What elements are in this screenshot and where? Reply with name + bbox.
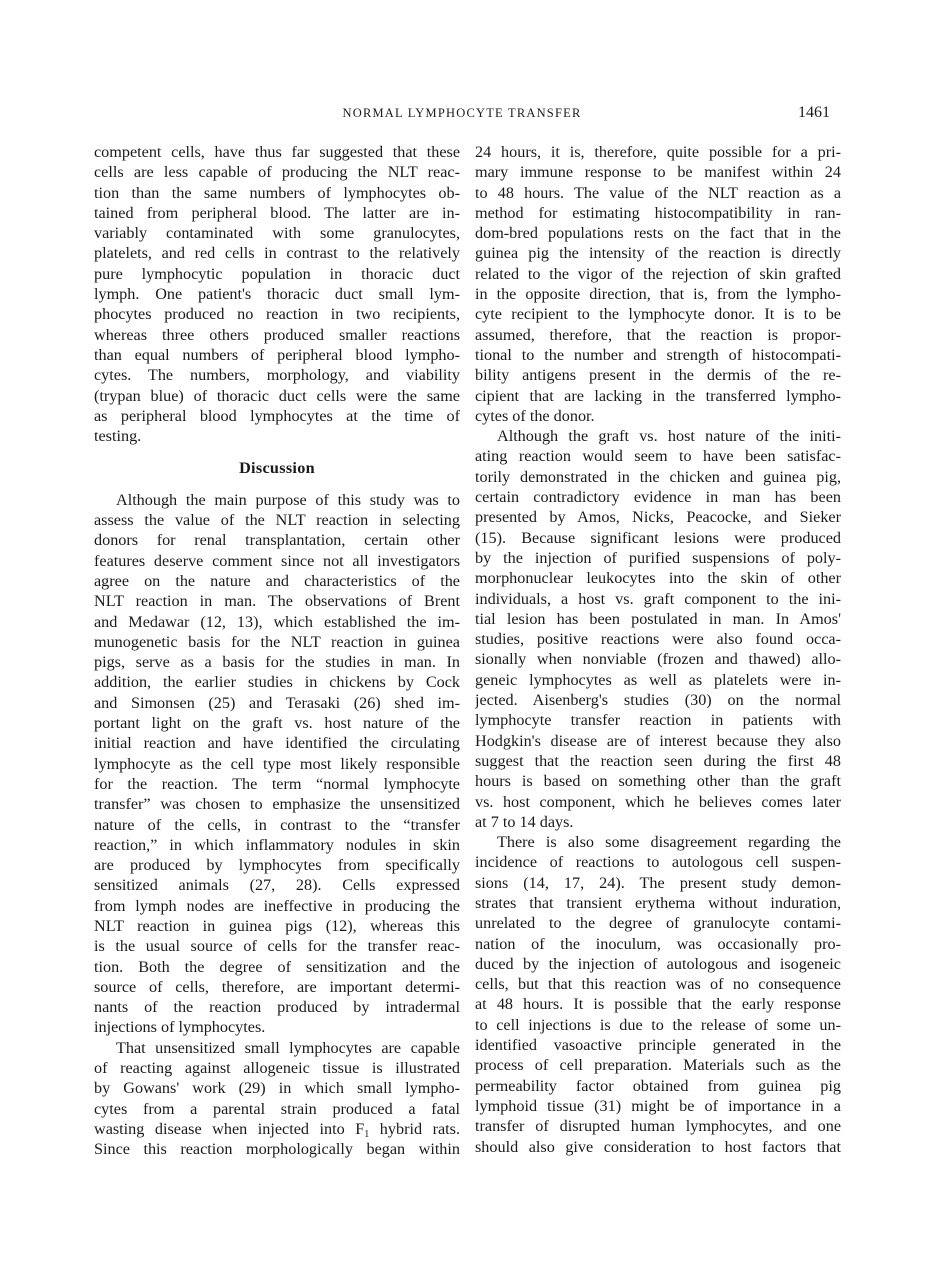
text-line: ating reaction would seem to have been satisfac- bbox=[475, 447, 841, 466]
paragraph-continued bbox=[475, 142, 841, 426]
text-line: guinea pig the intensity of the reaction is directly bbox=[475, 244, 841, 263]
text-line: That unsensitized small lymphocytes are capable bbox=[116, 1038, 460, 1057]
running-head bbox=[94, 104, 830, 124]
text-line: NLT reaction in man. The observations of Brent bbox=[94, 592, 460, 611]
text-line: cytes from a parental strain produced a fatal bbox=[94, 1099, 460, 1118]
text-line: identified vasoactive principle generated in the bbox=[475, 1036, 841, 1055]
text-line: are produced by lymphocytes from specifically bbox=[94, 856, 460, 875]
running-title: NORMAL LYMPHOCYTE TRANSFER bbox=[342, 106, 582, 120]
text-line: pure lymphocytic population in thoracic duct bbox=[94, 264, 460, 283]
text-line: lymph. One patient's thoracic duct small lym- bbox=[94, 285, 460, 304]
text-line: by Gowans' work (29) in which small lympho- bbox=[94, 1079, 460, 1098]
subscript: 1 bbox=[364, 1128, 370, 1140]
text-line: method for estimating histocompatibility in ran- bbox=[475, 203, 841, 222]
text-line: initial reaction and have identified the circulating bbox=[94, 734, 460, 753]
text-line: strates that transient erythema without induration, bbox=[475, 893, 841, 912]
text-line: NLT reaction in guinea pigs (12), whereas this bbox=[94, 916, 460, 935]
text-line: phocytes produced no reaction in two recipients, bbox=[94, 305, 460, 324]
text-line: at 7 to 14 days. bbox=[475, 812, 574, 831]
text-line: presented by Amos, Nicks, Peacocke, and Sieker bbox=[475, 508, 841, 527]
text-line: variably contaminated with some granulocytes, bbox=[94, 224, 460, 243]
text-line: nation of the inoculum, was occasionally pro- bbox=[475, 934, 841, 953]
paragraph-discussion-1 bbox=[94, 490, 460, 1038]
text-line: tional to the number and strength of histocompati- bbox=[475, 345, 841, 364]
text-line: reaction,” in which inflammatory nodules in skin bbox=[94, 835, 460, 854]
text-line: should also give consideration to host factors that bbox=[475, 1137, 841, 1156]
text-line: dom-bred populations rests on the fact that in the bbox=[475, 224, 841, 243]
text-line: to 48 hours. The value of the NLT reaction as a bbox=[475, 183, 841, 202]
text-line: geneic lymphocytes as well as platelets were in- bbox=[475, 670, 841, 689]
text-line: competent cells, have thus far suggested that these bbox=[94, 143, 460, 161]
text-line: lymphoid tissue (31) might be of importance in a bbox=[475, 1096, 841, 1115]
text-line: assess the value of the NLT reaction in selecting bbox=[94, 511, 460, 530]
right-column bbox=[475, 142, 841, 1157]
text-line: agree on the nature and characteristics of the bbox=[94, 571, 460, 590]
text-line: assumed, therefore, that the reaction is propor- bbox=[475, 325, 841, 344]
text-line: lymphocyte transfer reaction in patients with bbox=[475, 711, 841, 730]
text-line: (trypan blue) of thoracic duct cells were the same bbox=[94, 386, 460, 405]
text-line: bility antigens present in the dermis of the re- bbox=[475, 366, 841, 385]
text-line: nature of the cells, in contrast to the “transfer bbox=[94, 815, 460, 834]
text-line: Hodgkin's disease are of interest because they also bbox=[475, 731, 841, 750]
text-line: transfer” was chosen to emphasize the unsensitized bbox=[94, 795, 460, 814]
text-line: pigs, serve as a basis for the studies in man. In bbox=[94, 653, 460, 672]
text-line: process of cell preparation. Materials such as the bbox=[475, 1056, 841, 1075]
paragraph-continued bbox=[94, 142, 460, 446]
text-line: sensitized animals (27, 28). Cells expressed bbox=[94, 876, 460, 895]
text-line: tion than the same numbers of lymphocytes ob- bbox=[94, 183, 460, 202]
text-line: jected. Aisenberg's studies (30) on the normal bbox=[475, 691, 841, 710]
text-line: source of cells, therefore, are important determi- bbox=[94, 977, 460, 996]
text-line: hours is based on something other than the graft bbox=[475, 772, 841, 791]
text-line: by the injection of purified suspensions of poly- bbox=[475, 548, 841, 567]
text-line: duced by the injection of autologous and isogeneic bbox=[475, 954, 841, 973]
text-line: tial lesion has been postulated in man. In Amos' bbox=[475, 609, 841, 628]
text-line: platelets, and red cells in contrast to the relatively bbox=[94, 244, 460, 263]
text-line: transfer of disrupted human lymphocytes, and one bbox=[475, 1117, 841, 1136]
text-line: tained from peripheral blood. The latter are in- bbox=[94, 203, 460, 222]
text-line: and Medawar (12, 13), which established the im- bbox=[94, 612, 460, 631]
text-line: incidence of reactions to autologous cell suspen- bbox=[475, 853, 841, 872]
text-fragment: hybrid rats. bbox=[369, 1119, 460, 1138]
text-line: donors for renal transplantation, certain other bbox=[94, 531, 460, 550]
text-line: from lymph nodes are ineffective in producing the bbox=[94, 896, 460, 915]
text-line: cells, but that this reaction was of no consequence bbox=[475, 975, 841, 994]
text-line: morphonuclear leukocytes into the skin of other bbox=[475, 569, 841, 588]
page-number: 1461 bbox=[798, 104, 830, 121]
text-line: torily demonstrated in the chicken and guinea pig, bbox=[475, 467, 841, 486]
text-line: sionally when nonviable (frozen and thawed) allo- bbox=[475, 650, 841, 669]
text-line: injections of lymphocytes. bbox=[94, 1018, 266, 1037]
text-line: sions (14, 17, 24). The present study demon- bbox=[475, 873, 841, 892]
text-line: and Simonsen (25) and Terasaki (26) shed im- bbox=[94, 693, 460, 712]
text-line: is the usual source of cells for the transfer reac- bbox=[94, 937, 460, 956]
text-line: lymphocyte as the cell type most likely responsible bbox=[94, 754, 460, 773]
text-line: vs. host component, which he believes comes later bbox=[475, 792, 841, 811]
text-line: There is also some disagreement regarding the bbox=[497, 833, 841, 852]
text-line: addition, the earlier studies in chickens by Cock bbox=[94, 673, 460, 692]
text-line: munogenetic basis for the NLT reaction in guinea bbox=[94, 632, 460, 651]
text-line: tion. Both the degree of sensitization and the bbox=[94, 957, 460, 976]
text-line: for the reaction. The term “normal lymphocyte bbox=[94, 774, 460, 793]
text-line: features deserve comment since not all investigators bbox=[94, 551, 460, 570]
text-line: studies, positive reactions were also found occa- bbox=[475, 630, 841, 649]
text-line: in the opposite direction, that is, from the lympho- bbox=[475, 285, 841, 304]
text-line-subscript bbox=[94, 1119, 460, 1139]
text-line: nants of the reaction produced by intradermal bbox=[94, 998, 460, 1017]
paragraph-graft-vs-host bbox=[475, 426, 841, 832]
text-line: at 48 hours. It is possible that the early response bbox=[475, 995, 841, 1014]
text-line: of reacting against allogeneic tissue is illustrated bbox=[94, 1059, 460, 1078]
section-heading-discussion: Discussion bbox=[239, 459, 315, 478]
text-line: (15). Because significant lesions were produced bbox=[475, 528, 841, 547]
text-line: cells are less capable of producing the NLT reac- bbox=[94, 163, 460, 182]
text-line: to cell injections is due to the release of some un- bbox=[475, 1015, 841, 1034]
text-line: Since this reaction morphologically began within bbox=[94, 1140, 460, 1159]
text-line: cytes. The numbers, morphology, and viability bbox=[94, 366, 460, 385]
text-line: than equal numbers of peripheral blood lympho- bbox=[94, 345, 460, 364]
text-line: Although the main purpose of this study was to bbox=[116, 490, 460, 509]
text-line: suggest that the reaction seen during the first 48 bbox=[475, 751, 841, 770]
text-line: unrelated to the degree of granulocyte contami- bbox=[475, 914, 841, 933]
text-line: related to the vigor of the rejection of skin grafted bbox=[475, 264, 841, 283]
text-line: as peripheral blood lymphocytes at the time of bbox=[94, 406, 460, 425]
text-line: mary immune response to be manifest within 24 bbox=[475, 163, 841, 182]
text-line: cyte recipient to the lymphocyte donor. It is to be bbox=[475, 305, 841, 324]
text-fragment: wasting disease when injected into F bbox=[94, 1119, 365, 1138]
text-line: testing. bbox=[94, 427, 142, 446]
text-line: certain contradictory evidence in man has been bbox=[475, 488, 841, 507]
paragraph-autologous bbox=[475, 832, 841, 1157]
text-line: whereas three others produced smaller reactions bbox=[94, 325, 460, 344]
text-line: individuals, a host vs. graft component to the ini- bbox=[475, 589, 841, 608]
text-line: permeability factor obtained from guinea pig bbox=[475, 1076, 841, 1095]
paragraph-discussion-2 bbox=[94, 1038, 460, 1119]
text-line: cipient that are lacking in the transferred lympho- bbox=[475, 386, 841, 405]
text-line: 24 hours, it is, therefore, quite possible for a pri- bbox=[475, 143, 841, 161]
left-column bbox=[94, 142, 460, 1160]
text-line: cytes of the donor. bbox=[475, 406, 595, 425]
text-line: portant light on the graft vs. host nature of the bbox=[94, 714, 460, 733]
text-line: Although the graft vs. host nature of the initi- bbox=[497, 427, 841, 446]
